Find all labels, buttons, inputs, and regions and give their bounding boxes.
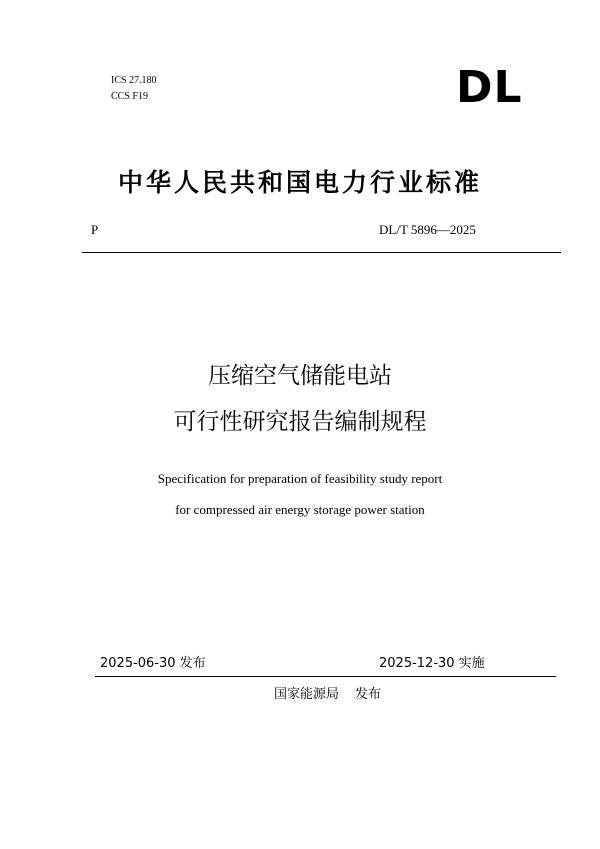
implementation-date: 2025-12-30 实施	[379, 656, 485, 671]
english-title-line-2: for compressed air energy storage power station	[175, 502, 425, 517]
ics-code: ICS 27.180	[111, 75, 157, 86]
standard-title: 中华人民共和国电力行业标准	[117, 168, 482, 197]
english-title-line-1: Specification for preparation of feasibility study report	[157, 471, 443, 486]
category-letter: P	[91, 222, 99, 237]
ccs-code: CCS F19	[111, 91, 148, 102]
issuer-line	[274, 683, 381, 702]
bottom-divider	[95, 676, 556, 677]
classification-codes	[111, 73, 157, 105]
chinese-title-line-2: 可行性研究报告编制规程	[173, 409, 427, 435]
issuer-action: 发布	[355, 687, 382, 702]
chinese-title-line-1: 压缩空气储能电站	[208, 363, 392, 389]
document-number: DL/T 5896—2025	[379, 222, 476, 237]
issuer-name: 国家能源局	[274, 687, 340, 702]
issue-date: 2025-06-30 发布	[100, 656, 206, 671]
dl-logo: DL	[456, 62, 523, 113]
top-divider	[82, 252, 561, 253]
